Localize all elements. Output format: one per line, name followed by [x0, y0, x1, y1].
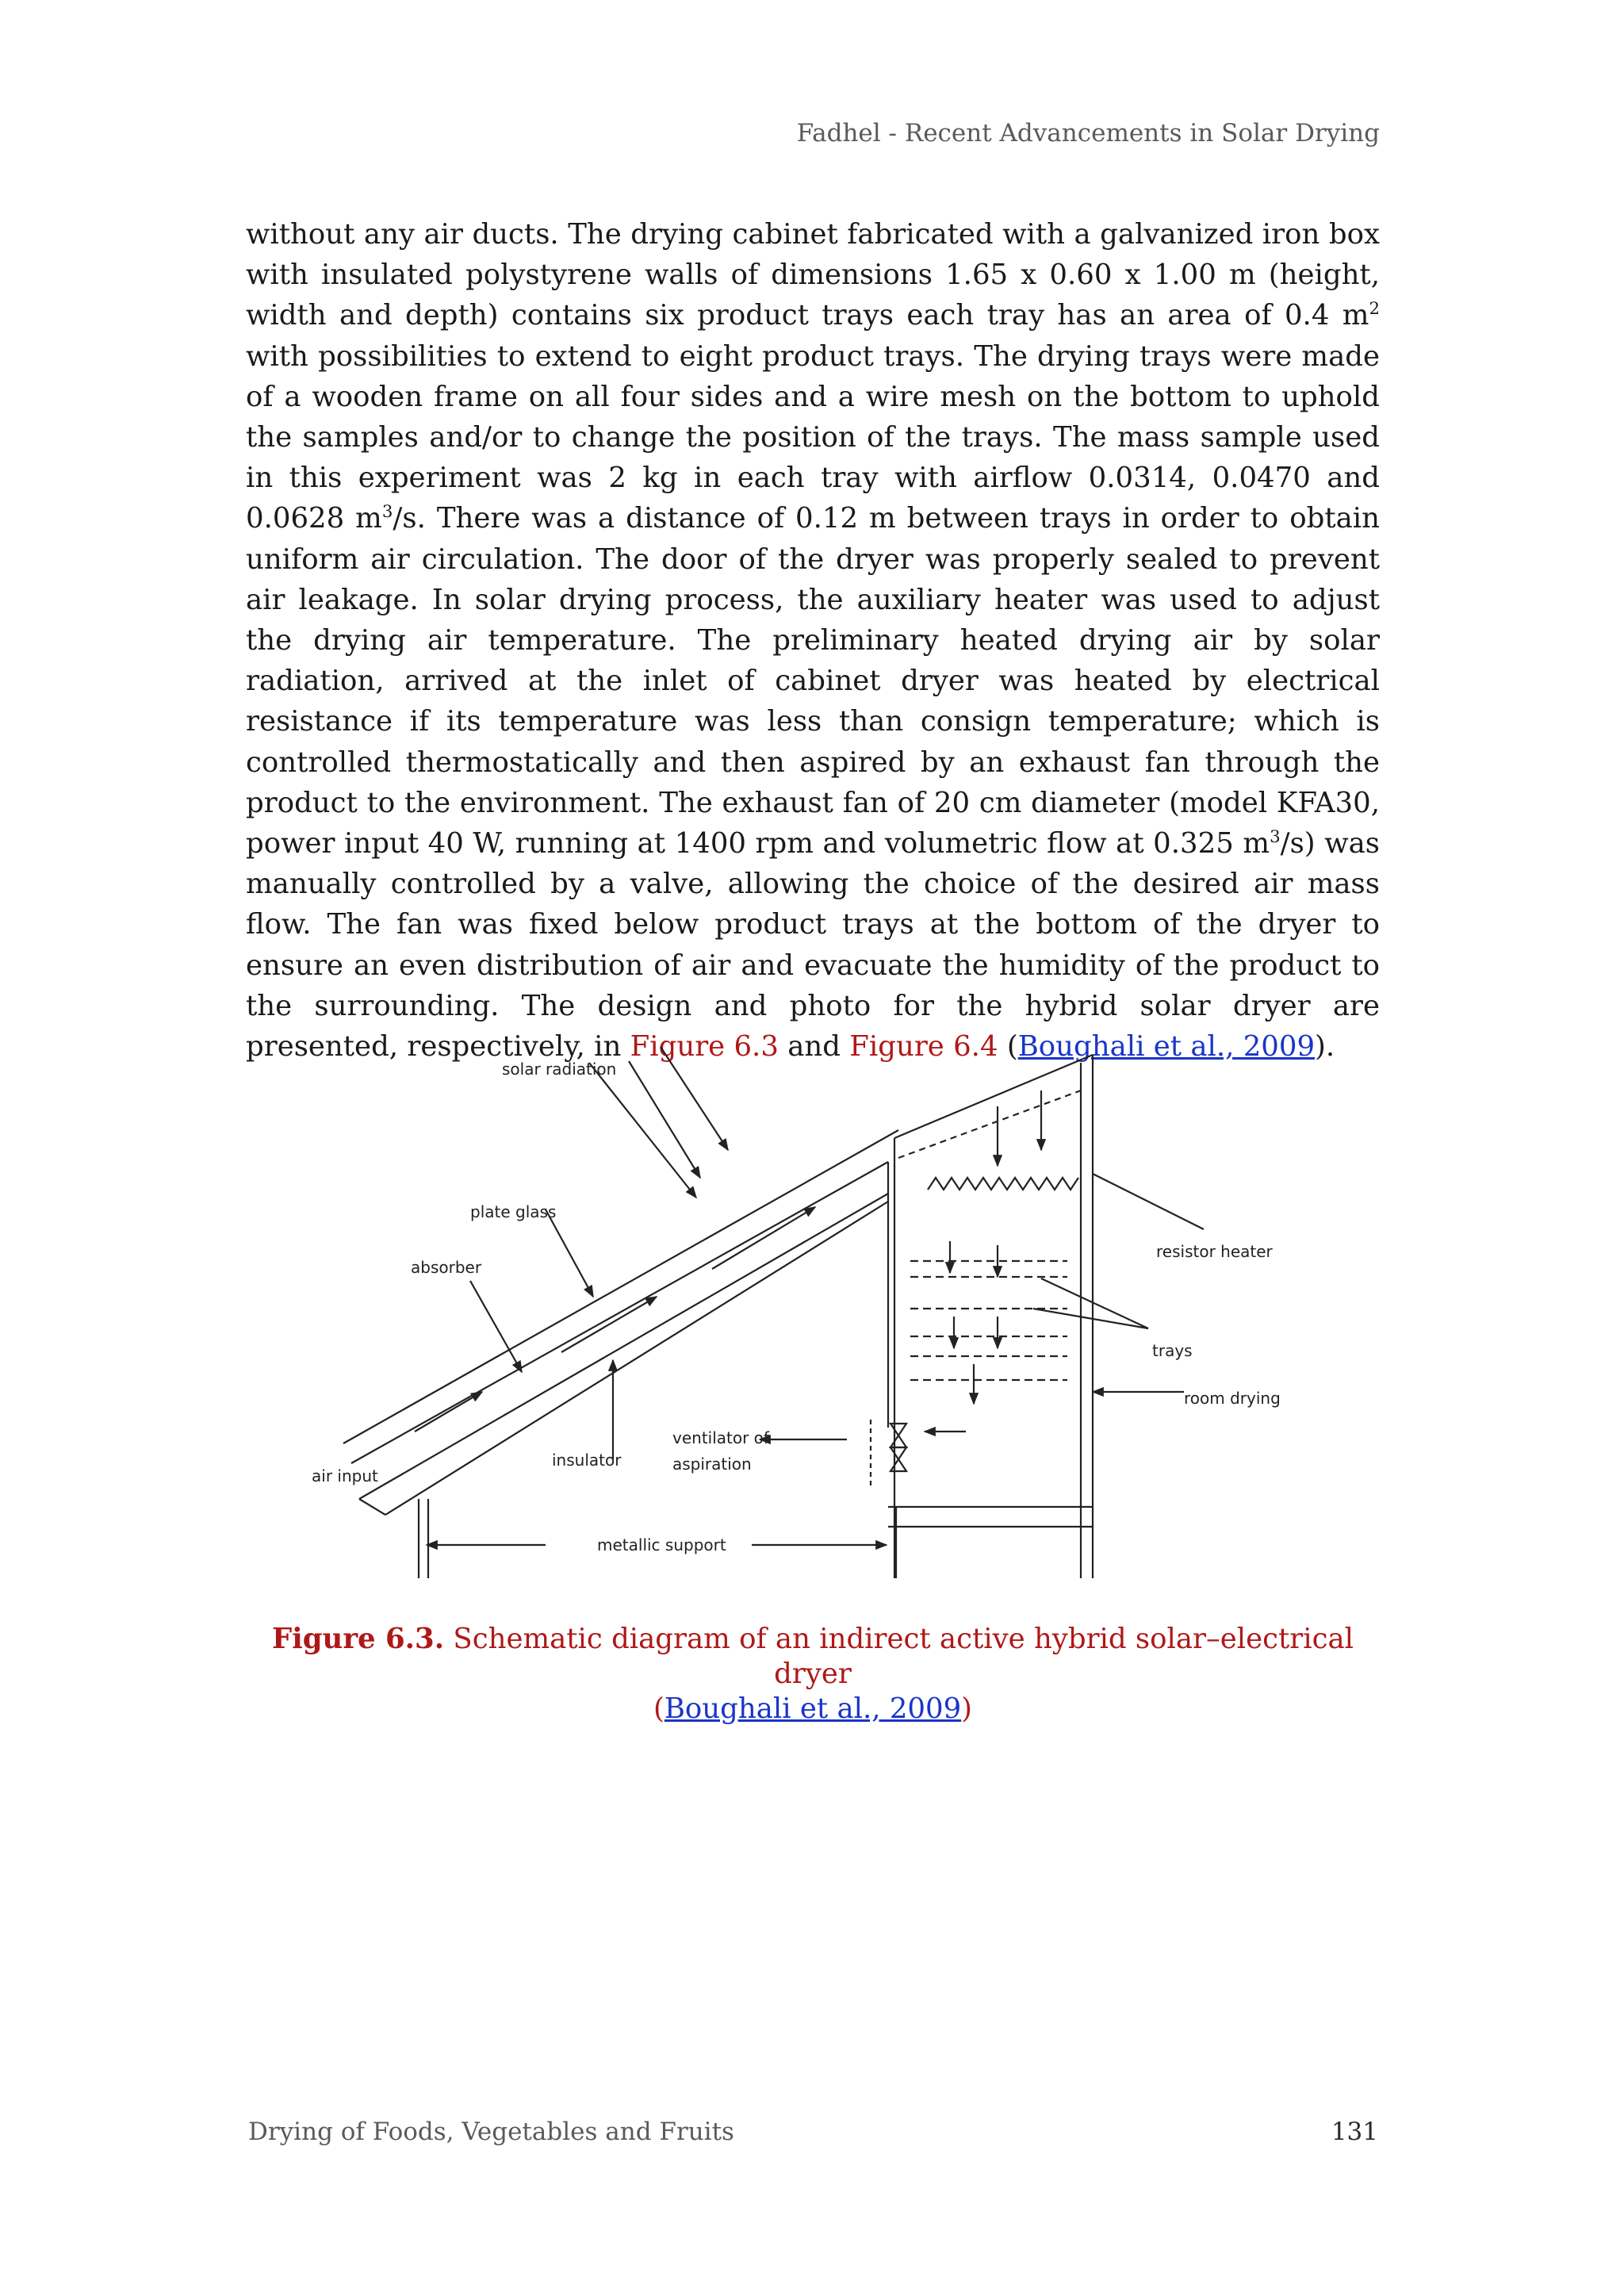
label-plate-glass: plate glass: [470, 1202, 557, 1221]
superscript: 3: [381, 502, 393, 523]
footer-book-title: Drying of Foods, Vegetables and Fruits: [248, 2118, 734, 2146]
insulator-line: [359, 1194, 888, 1499]
insulator-end: [359, 1499, 385, 1515]
body-text-segment: /s) was manually controlled by a valve, allowing the choice of the desired air mass flow. The fan was fixed below product trays at the bottom of the dryer to ensure an even distribution of air and evacuate the humidity of the product to the surrounding. The design and photo for the hybrid solar dryer are presented, respectively, in: [246, 827, 1380, 1064]
body-text-segment: (: [998, 1030, 1018, 1064]
airflow-arrow-3: [712, 1207, 815, 1269]
label-ventilator-line2: aspiration: [672, 1455, 752, 1474]
absorber-line: [351, 1162, 888, 1463]
body-text-segment: ).: [1315, 1030, 1335, 1064]
running-header: Fadhel - Recent Advancements in Solar Drying: [796, 119, 1380, 148]
label-metallic-support: metallic support: [597, 1535, 726, 1554]
solar-ray-2: [661, 1047, 728, 1150]
citation-link[interactable]: Boughali et al., 2009: [1017, 1030, 1316, 1064]
airflow-arrow-2: [561, 1297, 657, 1352]
label-trays: trays: [1152, 1341, 1193, 1360]
leader-resistor-heater: [1093, 1174, 1204, 1229]
leader-trays-2: [1033, 1309, 1148, 1328]
label-solar-radiation: solar radiation: [502, 1060, 617, 1079]
figure-6-4-reference[interactable]: Figure 6.4: [849, 1030, 998, 1064]
body-text-segment: and: [778, 1030, 850, 1064]
resistor-heater-coil: [928, 1178, 1078, 1190]
plate-glass-line: [343, 1130, 898, 1443]
valve-bottom: [891, 1447, 906, 1471]
body-paragraph: [246, 214, 1380, 1067]
label-resistor-heater: resistor heater: [1156, 1242, 1273, 1261]
caption-citation-link[interactable]: Boughali et al., 2009: [664, 1692, 962, 1725]
body-text-segment: without any air ducts. The drying cabinet fabricated with a galvanized iron box with insulated polystyrene walls of dimensions 1.65 x 0.60 x 1.00 m (height, width and depth) contains six product trays each tray has an area of 0.4 m: [246, 218, 1380, 332]
caption-open-paren: (: [653, 1692, 665, 1725]
body-text-segment: /s. There was a distance of 0.12 m between trays in order to obtain uniform air circulation. The door of the dryer was properly sealed to prevent air leakage. In solar drying process, the auxiliary heater was used to adjust the drying air temperature. The preliminary heated drying air by solar radiation, arrived at the inlet of cabinet dryer was heated by electrical resistance if its temperature was less than consign temperature; which is controlled thermostatically and then aspired by an exhaust fan through the product to the environment. The exhaust fan of 20 cm diameter (model KFA30, power input 40 W, running at 1400 rpm and volumetric flow at 0.325 m: [246, 502, 1380, 861]
dryer-schematic-figure: [300, 1031, 1291, 1578]
figure-caption: [262, 1622, 1364, 1727]
superscript: 2: [1369, 299, 1380, 320]
label-insulator: insulator: [552, 1451, 622, 1470]
valve-top: [891, 1424, 906, 1447]
solar-ray-3: [629, 1061, 700, 1178]
label-air-input: air input: [312, 1466, 378, 1485]
page-number: 131: [1331, 2118, 1378, 2146]
figure-6-3-reference[interactable]: Figure 6.3: [630, 1030, 779, 1064]
leader-plate-glass: [546, 1209, 593, 1297]
label-room-drying: room drying: [1184, 1389, 1281, 1408]
leader-trays-1: [1041, 1278, 1148, 1328]
insulator-bottom-line: [385, 1202, 888, 1515]
dryer-schematic-svg: [300, 1031, 1291, 1578]
cabinet-roof: [894, 1055, 1093, 1138]
superscript: 3: [1270, 827, 1281, 848]
label-absorber: absorber: [411, 1258, 482, 1277]
caption-text: Schematic diagram of an indirect active hybrid solar–electrical dryer: [444, 1623, 1354, 1690]
leader-absorber: [470, 1281, 522, 1372]
caption-label: Figure 6.3.: [272, 1623, 445, 1655]
label-ventilator-line1: ventilator of: [672, 1428, 769, 1447]
caption-close-paren: ): [961, 1692, 973, 1725]
body-text-segment: with possibilities to extend to eight product trays. The drying trays were made of a wooden frame on all four sides and a wire mesh on the bottom to uphold the samples and/or to change the position of the trays. The mass sample used in this experiment was 2 kg in each tray with airflow 0.0314, 0.0470 and 0.0628 m: [246, 339, 1380, 535]
